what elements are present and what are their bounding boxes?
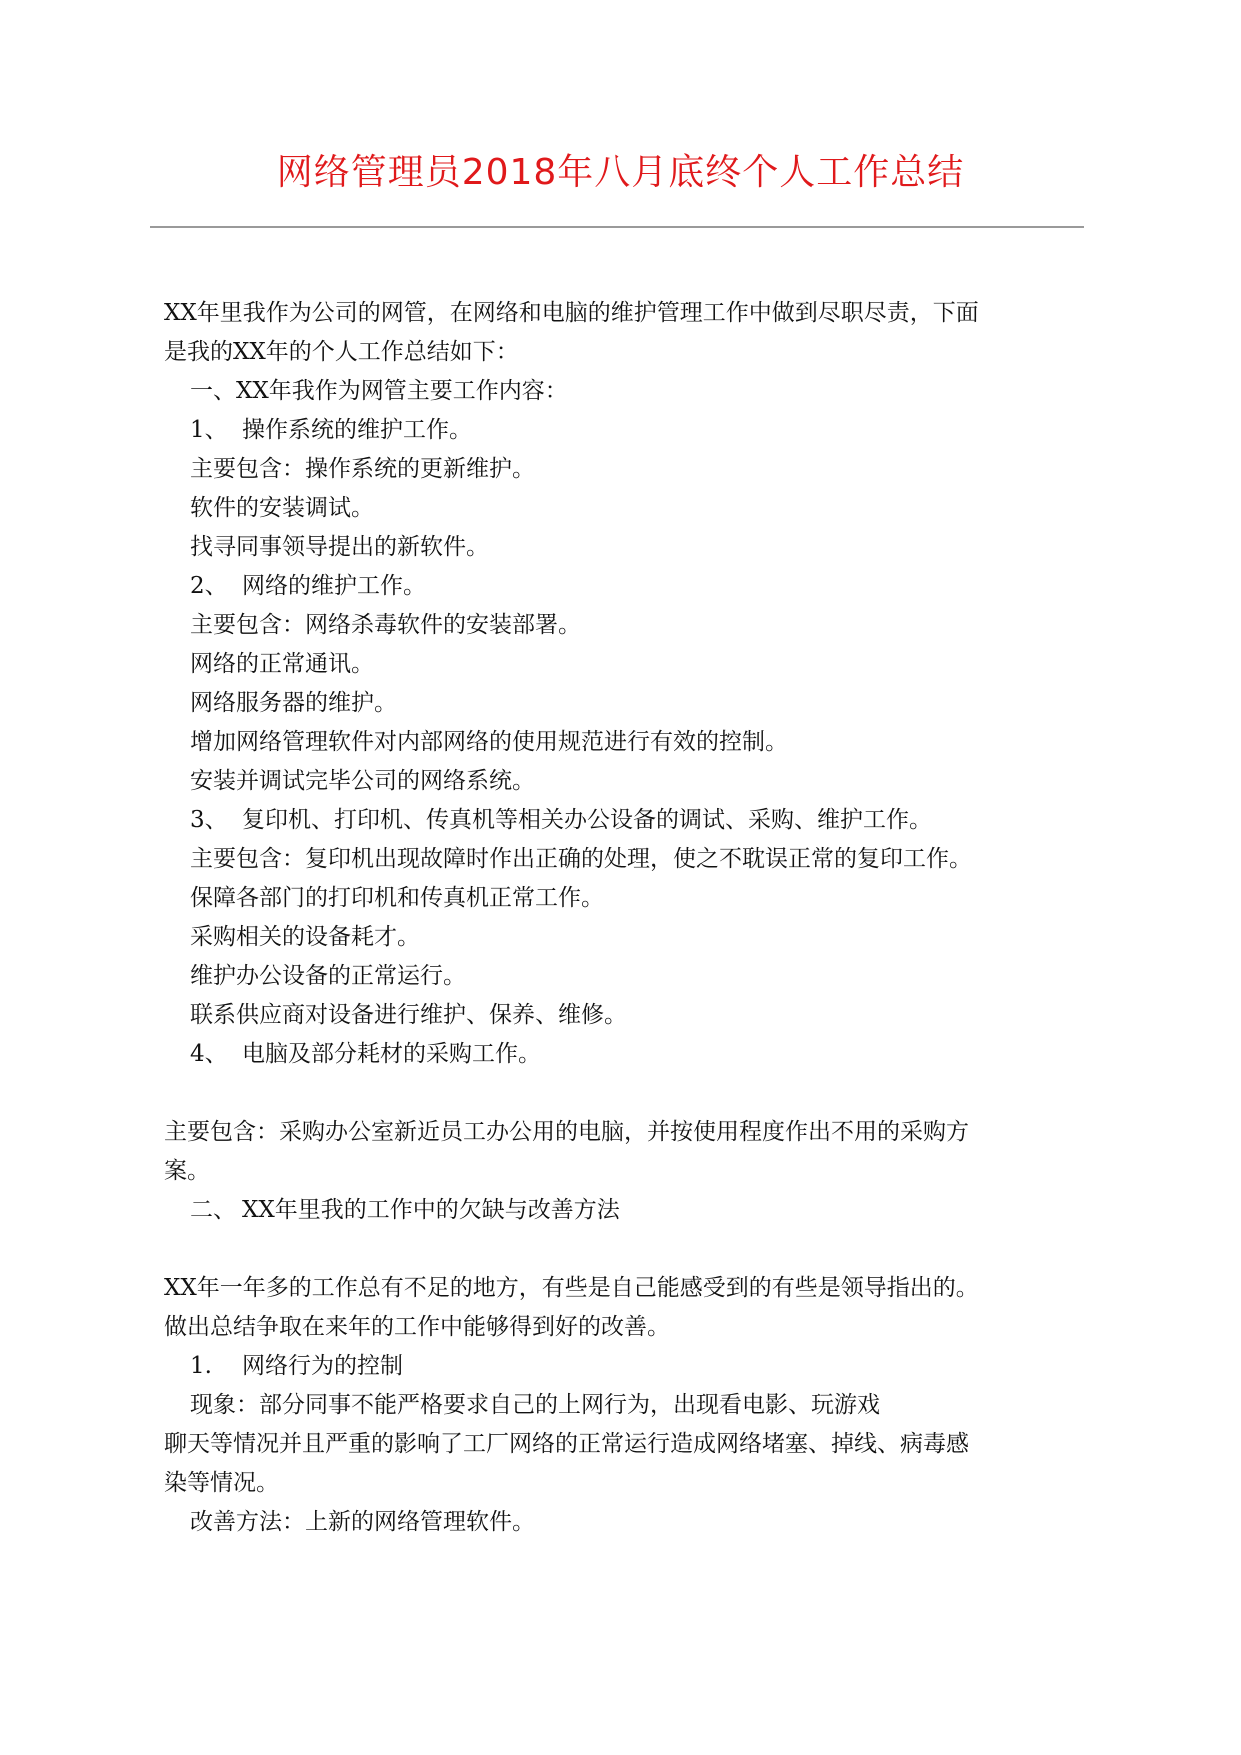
list-number: 1. [190, 1353, 212, 1379]
list-item [164, 567, 1114, 606]
section-heading: 一、XX年我作为网管主要工作内容： [190, 378, 568, 404]
paragraph-line: 网络服务器的维护。 [190, 690, 397, 716]
paragraph-gap [164, 1230, 1114, 1269]
paragraph-line: 主要包含：网络杀毒软件的安装部署。 [190, 612, 581, 638]
list-number: 2、 [190, 573, 228, 599]
document-title: 网络管理员2018年八月底终个人工作总结 [276, 152, 965, 193]
paragraph-line: 案。 [164, 1158, 210, 1184]
paragraph-line: 染等情况。 [164, 1470, 279, 1496]
paragraph-line: 做出总结争取在来年的工作中能够得到好的改善。 [164, 1314, 670, 1340]
document-body [164, 294, 1114, 1542]
paragraph-gap [164, 1074, 1114, 1113]
paragraph-line: XX年一年多的工作总有不足的地方，有些是自己能感受到的有些是领导指出的。 [164, 1275, 979, 1301]
list-item-text: 网络行为的控制 [242, 1353, 403, 1379]
list-item-text: 网络的维护工作。 [242, 573, 426, 599]
paragraph-line: 聊天等情况并且严重的影响了工厂网络的正常运行造成网络堵塞、掉线、病毒感 [164, 1431, 969, 1457]
list-number: 4、 [190, 1041, 228, 1067]
list-item-text: 复印机、打印机、传真机等相关办公设备的调试、采购、维护工作。 [242, 807, 932, 833]
list-item-text: 电脑及部分耗材的采购工作。 [242, 1041, 541, 1067]
paragraph-line: 改善方法：上新的网络管理软件。 [190, 1509, 535, 1535]
list-number: 1、 [190, 417, 228, 443]
list-item [164, 801, 1114, 840]
section-heading [164, 1191, 1114, 1230]
list-item [164, 411, 1114, 450]
list-item [164, 1347, 1114, 1386]
paragraph-line: 软件的安装调试。 [190, 495, 374, 521]
paragraph-line: 主要包含：采购办公室新近员工办公用的电脑，并按使用程度作出不用的采购方 [164, 1119, 969, 1145]
title-divider [150, 226, 1084, 228]
paragraph-line: 增加网络管理软件对内部网络的使用规范进行有效的控制。 [190, 729, 788, 755]
section-heading-text: XX年里我的工作中的欠缺与改善方法 [242, 1197, 620, 1223]
paragraph-line: 网络的正常通讯。 [190, 651, 374, 677]
paragraph-line: 安装并调试完毕公司的网络系统。 [190, 768, 535, 794]
paragraph-line: 主要包含：复印机出现故障时作出正确的处理，使之不耽误正常的复印工作。 [190, 846, 972, 872]
paragraph-line: 现象：部分同事不能严格要求自己的上网行为，出现看电影、玩游戏 [190, 1392, 880, 1418]
paragraph-line: 联系供应商对设备进行维护、保养、维修。 [190, 1002, 627, 1028]
paragraph-line: XX年里我作为公司的网管，在网络和电脑的维护管理工作中做到尽职尽责，下面 [164, 300, 979, 326]
paragraph-line: 保障各部门的打印机和传真机正常工作。 [190, 885, 604, 911]
paragraph-line: 主要包含：操作系统的更新维护。 [190, 456, 535, 482]
paragraph-line: 采购相关的设备耗才。 [190, 924, 420, 950]
section-number: 二、 [190, 1197, 236, 1223]
list-number: 3、 [190, 807, 228, 833]
paragraph-line: 是我的XX年的个人工作总结如下： [164, 339, 519, 365]
list-item-text: 操作系统的维护工作。 [242, 417, 472, 443]
paragraph-line: 维护办公设备的正常运行。 [190, 963, 466, 989]
paragraph-line: 找寻同事领导提出的新软件。 [190, 534, 489, 560]
list-item [164, 1035, 1114, 1074]
